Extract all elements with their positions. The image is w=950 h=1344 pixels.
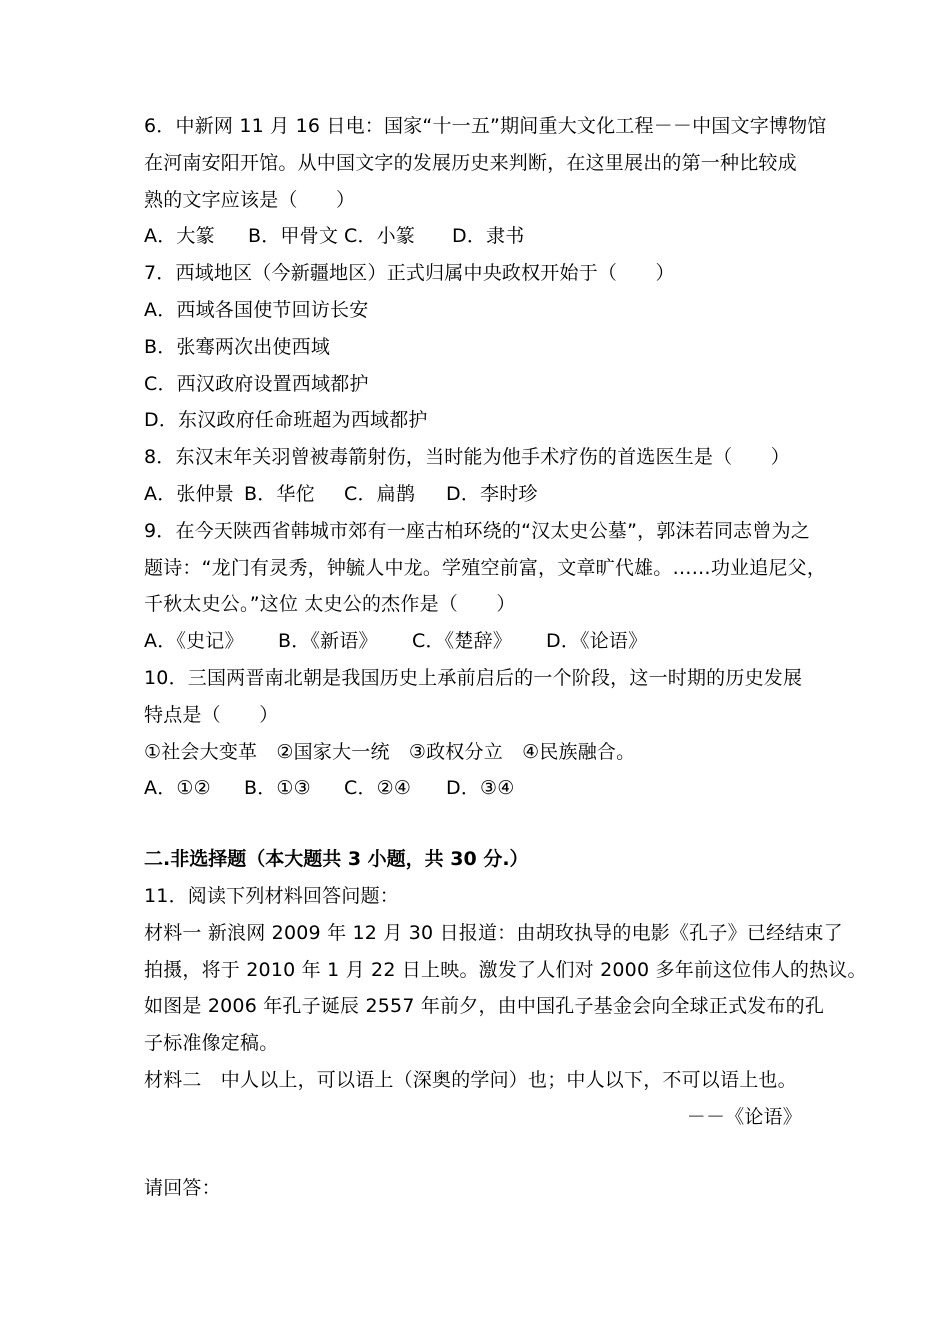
answer-prompt: 请回答： xyxy=(144,1176,221,1199)
question-7-stem: 7．西域地区（今新疆地区）正式归属中央政权开始于（ ） xyxy=(144,262,675,285)
question-9-option-d: D．《论语》 xyxy=(546,630,648,653)
material-1-line-1: 材料一 新浪网 2009 年 12 月 30 日报道：由胡玫执导的电影《孔子》已经结束了 xyxy=(144,921,843,944)
question-9-line-3: 千秋太史公。”这位 太史公的杰作是（ ） xyxy=(144,593,516,616)
question-9-option-c: C．《楚辞》 xyxy=(412,630,512,653)
question-7-option-b: B．张骞两次出使西域 xyxy=(144,335,331,358)
question-6-option-c: C．小篆 xyxy=(344,225,416,248)
question-8 xyxy=(144,439,824,513)
section-2-title: 二.非选择题（本大题共 3 小题，共 30 分.） xyxy=(144,848,529,871)
question-9-options xyxy=(144,623,824,660)
prompt-spacer xyxy=(144,1136,824,1170)
question-8-stem: 8．东汉末年关羽曾被毒箭射伤，当时能为他手术疗伤的首选医生是（ ） xyxy=(144,446,790,469)
question-7-option-a: A．西域各国使节回访长安 xyxy=(144,298,369,321)
question-10-options xyxy=(144,770,824,807)
question-8-option-d: D．李时珍 xyxy=(446,482,538,505)
question-7-option-c: C．西汉政府设置西域都护 xyxy=(144,372,369,395)
question-6-line-2: 在河南安阳开馆。从中国文字的发展历史来判断，在这里展出的第一种比较成 xyxy=(144,151,797,174)
question-8-option-b: B．华佗 xyxy=(244,482,315,505)
section-spacer xyxy=(144,807,824,841)
question-7 xyxy=(144,255,824,439)
question-6-line-1: 6．中新网 11 月 16 日电：国家“十一五”期间重大文化工程－－中国文字博物馆 xyxy=(144,115,827,137)
question-7-option-d: D．东汉政府任命班超为西域都护 xyxy=(144,409,428,432)
question-6-option-d: D．隶书 xyxy=(452,225,525,248)
question-9-option-b: B．《新语》 xyxy=(278,630,378,653)
question-10-statements: ①社会大变革 ②国家大一统 ③政权分立 ④民族融合。 xyxy=(144,740,636,763)
question-10-option-a: A．①② xyxy=(144,777,211,800)
question-9 xyxy=(144,513,827,660)
exam-page xyxy=(144,108,867,1206)
question-6-option-b: B．甲骨文 xyxy=(248,225,339,248)
material-1-line-2: 拍摄，将于 2010 年 1 月 22 日上映。激发了人们对 2000 多年前这位伟人的热议。 xyxy=(144,958,867,981)
question-9-option-a: A．《史记》 xyxy=(144,630,244,653)
material-1-line-3: 如图是 2006 年孔子诞辰 2557 年前夕，由中国孔子基金会向全球正式发布的孔 xyxy=(144,995,825,1018)
section-2 xyxy=(144,841,867,1206)
question-10-line-1: 10．三国两晋南北朝是我国历史上承前启后的一个阶段，这一时期的历史发展 xyxy=(144,666,803,689)
question-10-option-d: D．③④ xyxy=(446,777,515,800)
question-10-option-c: C．②④ xyxy=(344,777,412,800)
question-11-stem: 11．阅读下列材料回答问题： xyxy=(144,884,399,907)
question-6 xyxy=(144,108,827,255)
material-2-source: －－《论语》 xyxy=(686,1105,802,1128)
question-6-option-a: A．大篆 xyxy=(144,225,215,248)
question-6-options xyxy=(144,218,824,255)
question-8-option-c: C．扁鹊 xyxy=(344,482,416,505)
material-2: 材料二 中人以上，可以语上（深奥的学问）也；中人以下，不可以语上也。 xyxy=(144,1068,797,1091)
question-9-line-2: 题诗：“龙门有灵秀，钟毓人中龙。学殖空前富，文章旷代雄。……功业追尼父， xyxy=(144,556,827,579)
question-10 xyxy=(144,660,824,807)
question-8-option-a: A．张仲景 xyxy=(144,482,234,505)
question-10-line-2: 特点是（ ） xyxy=(144,703,279,726)
material-1-line-4: 子标准像定稿。 xyxy=(144,1032,279,1055)
question-8-options xyxy=(144,476,824,513)
question-6-line-3: 熟的文字应该是（ ） xyxy=(144,188,356,211)
question-10-option-b: B．①③ xyxy=(244,777,311,800)
question-9-line-1: 9．在今天陕西省韩城市郊有一座古柏环绕的“汉太史公墓”，郭沫若同志曾为之 xyxy=(144,519,810,542)
